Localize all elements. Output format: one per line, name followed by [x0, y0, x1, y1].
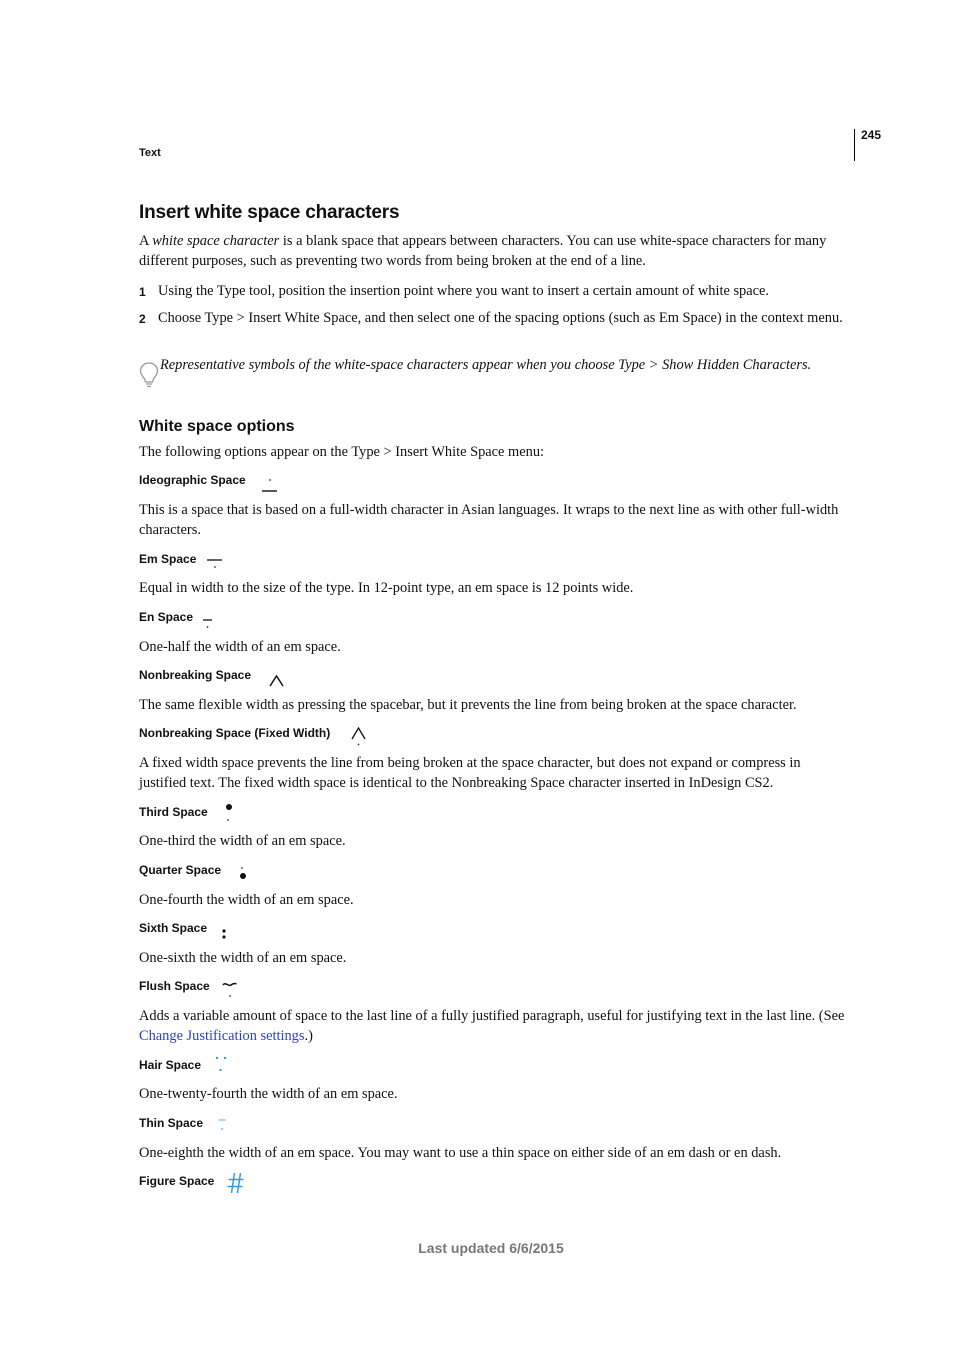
ideographic-space-symbol-icon	[260, 474, 280, 494]
subsection-title: White space options	[139, 418, 295, 435]
option-term: Quarter Space	[139, 863, 222, 877]
quarter-space-symbol-icon	[236, 864, 250, 884]
nonbreaking-space-symbol-icon	[268, 672, 286, 688]
option-description: One-twenty-fourth the width of an em space.	[139, 1086, 398, 1102]
tip-text: Representative symbols of the white-space characters appear when you choose Type > Show Hidden Characters.	[160, 357, 812, 373]
step-text: Using the Type tool, position the insertion point where you want to insert a certain amount of white space.	[158, 283, 769, 299]
option-description: One-fourth the width of an em space.	[139, 892, 354, 908]
options-intro: The following options appear on the Type > Insert White Space menu:	[139, 444, 545, 460]
third-space-symbol-icon	[222, 801, 236, 825]
option-description: One-sixth the width of an em space.	[139, 950, 347, 966]
option-term: Sixth Space	[139, 921, 208, 935]
option-description: One-half the width of an em space.	[139, 639, 341, 655]
sixth-space-symbol-icon	[218, 926, 230, 942]
option-term: Thin Space	[139, 1116, 204, 1130]
term-emphasis: white space character	[152, 233, 280, 249]
lightbulb-icon	[139, 361, 159, 389]
option-description: A fixed width space prevents the line from being broken at the space character, but does not expand or compress in justified text. The fixed width space is identical to the Nonbreaking Space character inserted in InDesign CS2.	[139, 755, 801, 791]
option-description: One-third the width of an em space.	[139, 833, 346, 849]
option-term: Nonbreaking Space (Fixed Width)	[139, 726, 331, 740]
section-intro: A white space character is a blank space that appears between characters. You can use white-space characters for many different purposes, such as preventing two words from being broken at the end of a line.	[139, 233, 827, 269]
option-term: Em Space	[139, 552, 197, 566]
option-term: En Space	[139, 610, 194, 624]
figure-space-symbol-icon	[226, 1170, 246, 1196]
fixed-width-nonbreaking-space-symbol-icon	[350, 726, 368, 748]
thin-space-symbol-icon	[216, 1116, 230, 1134]
em-space-symbol-icon	[206, 554, 226, 570]
option-term: Hair Space	[139, 1058, 202, 1072]
hair-space-symbol-icon	[213, 1053, 229, 1075]
option-term: Ideographic Space	[139, 473, 246, 487]
step-text: Choose Type > Insert White Space, and then select one of the spacing options (such as Em Space) in the context menu.	[158, 310, 843, 326]
step-number: 2	[139, 312, 146, 326]
section-title: Insert white space characters	[139, 202, 400, 223]
change-justification-settings-link[interactable]: Change Justification settings	[139, 1028, 305, 1044]
header-rule	[854, 129, 855, 161]
option-description: This is a space that is based on a full-width character in Asian languages. It wraps to the next line as with other full-width characters.	[139, 502, 839, 538]
running-head: Text	[139, 147, 161, 159]
step-number: 1	[139, 285, 146, 299]
option-description: One-eighth the width of an em space. You may want to use a thin space on either side of an em dash or en dash.	[139, 1145, 782, 1161]
option-description: Adds a variable amount of space to the last line of a fully justified paragraph, useful for justifying text in the last line. (See Change Justification settings.)	[139, 1008, 845, 1044]
page-number: 245	[861, 128, 882, 142]
last-updated: Last updated 6/6/2015	[418, 1240, 564, 1256]
option-description: Equal in width to the size of the type. In 12-point type, an em space is 12 points wide.	[139, 580, 634, 596]
option-term: Flush Space	[139, 979, 210, 993]
option-term: Third Space	[139, 805, 208, 819]
option-term: Nonbreaking Space	[139, 668, 252, 682]
en-space-symbol-icon	[202, 613, 216, 629]
option-description: The same flexible width as pressing the spacebar, but it prevents the line from being broken at the space character.	[139, 697, 797, 713]
option-term: Figure Space	[139, 1174, 215, 1188]
flush-space-symbol-icon	[220, 978, 240, 1000]
